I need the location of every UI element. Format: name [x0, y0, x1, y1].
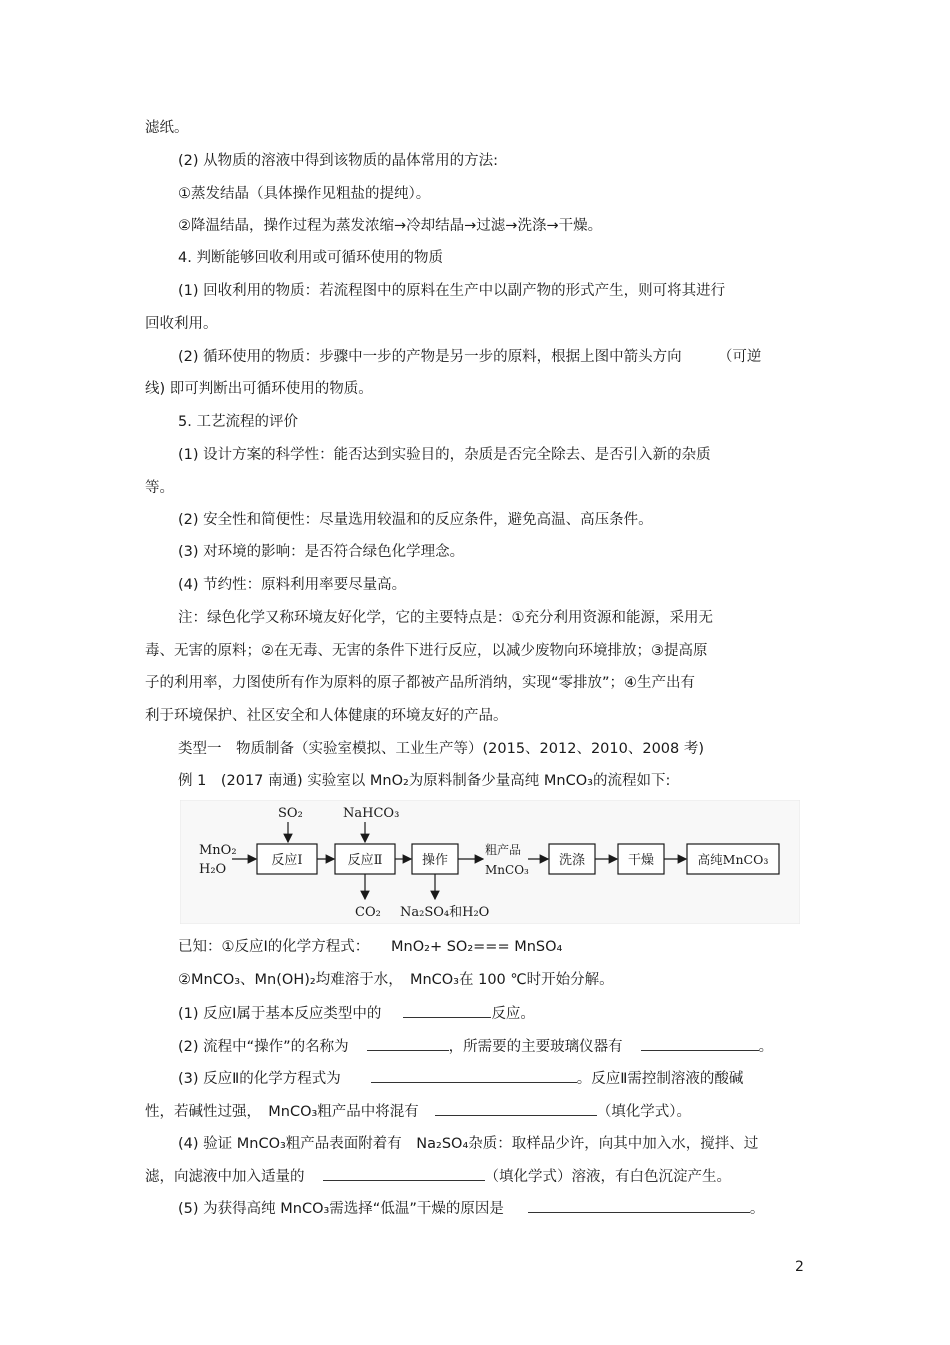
text-line: ①蒸发结晶（具体操作见粗盐的提纯）。: [178, 186, 431, 202]
step5-label: 干燥: [627, 853, 655, 868]
step4-label: 洗涤: [558, 853, 586, 868]
answer-blank[interactable]: [641, 1036, 759, 1051]
answer-blank[interactable]: [371, 1068, 577, 1083]
text-line: (1) 回收利用的物质：若流程图中的原料在生产中以副产物的形式产生，则可将其进行: [178, 283, 726, 299]
text-line: 线) 即可判断出可循环使用的物质。: [145, 381, 373, 397]
question-5: (5) 为获得高纯 MnCO₃需选择“低温”干燥的原因是 。: [178, 1198, 764, 1219]
step1-label: 反应Ⅰ: [271, 853, 303, 868]
note-line: 毒、无害的原料；②在无毒、无害的条件下进行反应，以减少废物向环境排放；③提高原: [145, 643, 708, 659]
step2-label: 反应Ⅱ: [347, 853, 383, 868]
text-line: (2) 从物质的溶液中得到该物质的晶体常用的方法:: [178, 153, 499, 169]
answer-blank[interactable]: [528, 1198, 750, 1213]
known-line: 已知：①反应Ⅰ的化学方程式： MnO₂+ SO₂=== MnSO₄: [178, 939, 563, 955]
process-flow-diagram: [180, 800, 800, 924]
answer-blank[interactable]: [435, 1101, 597, 1116]
so2-label: SO₂: [278, 806, 303, 821]
note-line: 利于环境保护、社区安全和人体健康的环境友好的产品。: [145, 708, 508, 724]
note-line: 子的利用率，力图使所有作为原料的原子都被产品所消纳，实现“零排放”；④生产出有: [145, 675, 696, 691]
question-4-cont: 滤，向滤液中加入适量的 （填化学式）溶液，有白色沉淀产生。: [145, 1166, 731, 1187]
text-line: (3) 对环境的影响：是否符合绿色化学理念。: [178, 544, 465, 560]
crude-product-label: 粗产品: [485, 843, 522, 857]
text-line: (2) 循环使用的物质：步骤中一步的产物是另一步的原料，根据上图中箭头方向 （可逆: [178, 349, 762, 365]
question-2: (2) 流程中“操作”的名称为 ，所需要的主要玻璃仪器有 。: [178, 1036, 773, 1057]
byproduct-label: Na₂SO₄和H₂O: [400, 905, 490, 920]
known-line: ②MnCO₃、Mn(OH)₂均难溶于水， MnCO₃在 100 ℃时开始分解。: [178, 972, 614, 988]
answer-blank[interactable]: [323, 1166, 485, 1181]
answer-blank[interactable]: [367, 1036, 449, 1051]
question-3-cont: 性，若碱性过强， MnCO₃粗产品中将混有 （填化学式）。: [145, 1101, 691, 1122]
step3-label: 操作: [421, 853, 449, 868]
product-label: 高纯MnCO₃: [697, 852, 769, 867]
question-1: (1) 反应Ⅰ属于基本反应类型中的 反应。: [178, 1003, 535, 1024]
text-line: (2) 安全性和简便性：尽量选用较温和的反应条件，避免高温、高压条件。: [178, 512, 653, 528]
nahco3-label: NaHCO₃: [343, 806, 400, 821]
text-line: ②降温结晶，操作过程为蒸发浓缩→冷却结晶→过滤→洗涤→干燥。: [178, 218, 603, 234]
text-line: (1) 设计方案的科学性：能否达到实验目的，杂质是否完全除去、是否引入新的杂质: [178, 447, 711, 463]
input-mno2-label: MnO₂: [199, 843, 237, 858]
co2-label: CO₂: [355, 905, 381, 920]
question-4: (4) 验证 MnCO₃粗产品表面附着有 Na₂SO₄杂质：取样品少许，向其中加入水，搅拌、过: [178, 1136, 759, 1152]
question-3: (3) 反应Ⅱ的化学方程式为 。反应Ⅱ需控制溶液的酸碱: [178, 1068, 743, 1089]
input-h2o-label: H₂O: [199, 862, 227, 877]
text-line: 回收利用。: [145, 316, 218, 332]
section-heading: 5. 工艺流程的评价: [178, 414, 298, 430]
text-line: 等。: [145, 480, 174, 496]
crude-product-formula: MnCO₃: [485, 863, 529, 877]
section-heading: 4. 判断能够回收利用或可循环使用的物质: [178, 250, 443, 266]
example-heading: 例 1 (2017 南通) 实验室以 MnO₂为原料制备少量高纯 MnCO₃的流程如下:: [178, 773, 671, 789]
page-number: 2: [795, 1259, 804, 1275]
text-line: (4) 节约性：原料利用率要尽量高。: [178, 577, 407, 593]
note-line: 注：绿色化学又称环境友好化学，它的主要特点是：①充分利用资源和能源，采用无: [178, 610, 713, 626]
answer-blank[interactable]: [403, 1003, 491, 1018]
type-heading: 类型一 物质制备（实验室模拟、工业生产等）(2015、2012、2010、2008 考): [178, 741, 705, 757]
text-line: 滤纸。: [145, 120, 189, 136]
